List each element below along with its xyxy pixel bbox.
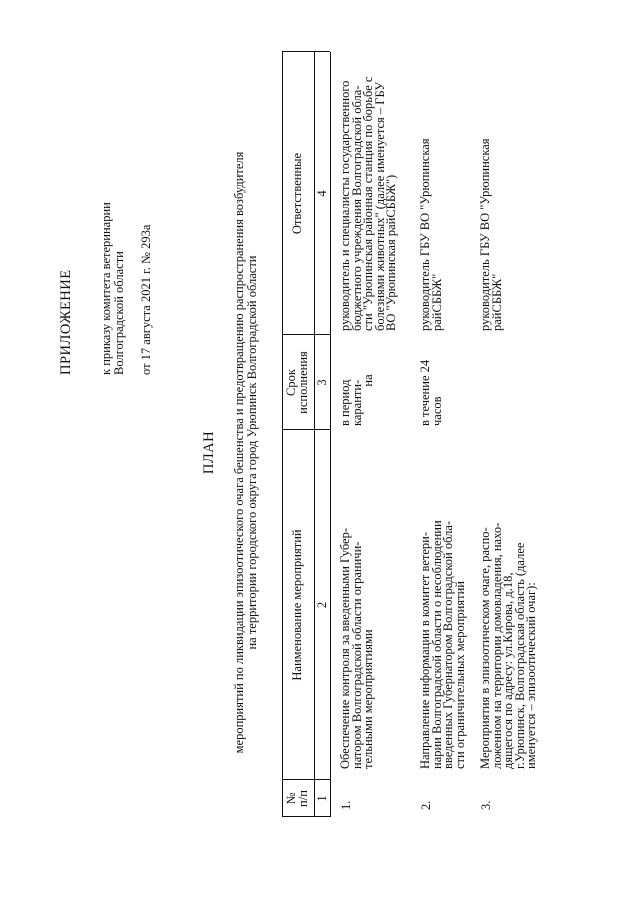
- col-header-3-l2: исполнения: [296, 351, 310, 414]
- row-3-resp-line: райСББЖ": [489, 273, 504, 331]
- row-1-resp-line: сти "Урюпинская районная станция по борьбе с: [361, 76, 375, 331]
- row-1-number: 1.: [339, 800, 353, 810]
- row-2-term-line: в течение 24 часов: [418, 359, 444, 426]
- table-header-border: [314, 52, 315, 817]
- row-3-name-line: г.Урюпинск, Волгоградская область (далее: [512, 542, 527, 769]
- order-date: от 17 августа 2021 г. № 293а: [139, 224, 153, 375]
- order-line-1: к приказу комитета ветеринарии: [99, 202, 113, 375]
- col-number-3: 3: [315, 379, 329, 386]
- row-3-name-line: Мероприятия в эпизоотическом очаге, распо-: [478, 527, 492, 769]
- row-1-name: [340, 443, 375, 769]
- row-3-name-line: ложенном на территории домовладения, нахо-: [489, 522, 504, 769]
- row-1-resp-line: ВО "Урюпинская райСББЖ"): [384, 174, 398, 331]
- row-2-name-line: введенных Губернатором Волгоградской обла-: [441, 520, 455, 769]
- row-1-term-line: на: [361, 374, 375, 387]
- col-header-1-l1: №: [284, 792, 298, 805]
- row-3-resp-line: руководитель ГБУ ВО "Урюпинская: [478, 138, 492, 331]
- row-1-term-line: в период каранти-: [338, 379, 364, 426]
- col-header-2: Наименование мероприятий: [290, 529, 304, 681]
- row-3-name: [480, 443, 538, 769]
- order-line-2: Волгоградской области: [112, 251, 126, 375]
- col-number-2: 2: [315, 601, 329, 609]
- col-header-3-l1: Срок: [284, 369, 298, 396]
- row-2-term: [420, 335, 443, 426]
- row-1-name-line: тельными мероприятиями: [361, 629, 375, 769]
- row-1-term: [340, 335, 375, 426]
- plan-title: ПЛАН: [201, 430, 217, 475]
- row-2-number: 2.: [419, 800, 433, 810]
- plan-subtitle-2: на территории городского округа город Урюпинск Волгоградской области: [245, 255, 259, 650]
- row-3-name-line: дящегося по адресу: ул.Кирова, д.18,: [501, 572, 515, 769]
- row-1-name-line: натором Волгоградской области ограничи-: [349, 541, 364, 769]
- row-2-responsible: [420, 55, 443, 331]
- row-2-resp-line: райСББЖ": [429, 273, 444, 331]
- row-3-name-line: именуется – эпизоотический очаг):: [524, 582, 538, 769]
- col-number-1: 1: [315, 795, 329, 802]
- row-1-name-line: Обеспечение контроля за введенными Губер-: [338, 527, 352, 769]
- row-3-number: 3.: [479, 800, 493, 810]
- table-top-border: [282, 52, 283, 817]
- col-header-4: Ответственные: [290, 152, 304, 235]
- row-2-resp-line: руководитель ГБУ ВО "Урюпинская: [418, 138, 432, 331]
- col-header-1-l2: п/п: [296, 790, 310, 807]
- row-2-name-line: сти ограничительных мероприятий: [452, 581, 467, 769]
- col-number-4: 4: [315, 190, 329, 197]
- row-2-name-line: нарии Волгоградской области о несоблюдении: [429, 520, 444, 769]
- row-2-name-line: Направление информации в комитет ветери-: [418, 532, 432, 769]
- row-3-responsible: [480, 55, 503, 331]
- row-1-responsible: [340, 55, 398, 331]
- plan-subtitle-1: мероприятий по ликвидации эпизоотического очага бешенства и предотвращению распространения возбудителя: [232, 151, 246, 754]
- table-numbers-border: [330, 52, 331, 817]
- row-1-resp-line: бюджетного учреждения Волгоградской обла-: [349, 85, 364, 331]
- row-1-resp-line: руководитель и специалисты государственного: [338, 80, 352, 331]
- row-1-resp-line: болезнями животных" (далее именуется – ГБУ: [372, 81, 387, 331]
- row-2-name: [420, 443, 466, 769]
- appendix-title: ПРИЛОЖЕНИЕ: [58, 269, 74, 375]
